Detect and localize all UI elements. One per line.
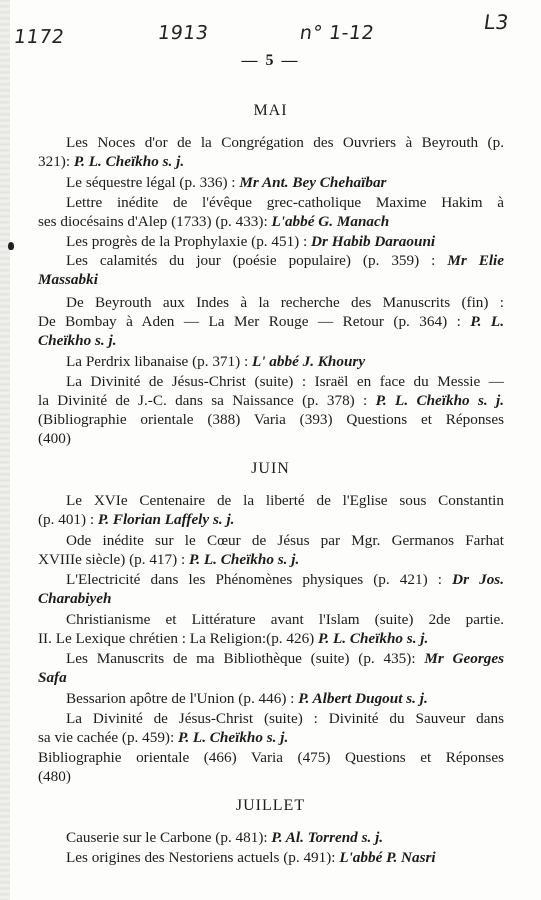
entry-line: Bessarion apôtre de l'Union (p. 446) : P. Albert Dugout s. j. (66, 690, 428, 707)
entry-line: 321): P. L. Cheïkho s. j. (38, 153, 185, 170)
entry-line: L'Electricité dans les Phénomènes physiques (p. 421) : Dr Jos. (66, 571, 505, 588)
entry-line: Bibliographie orientale (466) Varia (475) Questions et Réponses (38, 749, 504, 766)
entry-line: (480) (38, 768, 71, 785)
entry-line: De Beyrouth aux Indes à la recherche des Manuscrits (fin) : (66, 294, 504, 311)
entry-line: La Perdrix libanaise (p. 371) : L' abbé J. Khoury (66, 353, 366, 370)
entry-line: sa vie cachée (p. 459): P. L. Cheïkho s. j. (38, 729, 289, 746)
entry-line: Cheïkho s. j. (38, 332, 117, 349)
entry-line: Ode inédite sur le Cœur de Jésus par Mgr. Germanos Farhat (66, 532, 504, 549)
entry-line: Les Manuscrits de ma Bibliothèque (suite) (p. 435): Mr Georges (66, 650, 505, 667)
entry-line: Lettre inédite de l'évêque grec-catholique Maxime Hakim à (66, 194, 504, 211)
entry-line: (400) (38, 430, 71, 447)
entry-line: II. Le Lexique chrétien : La Religion:(p. 426) P. L. Cheïkho s. j. (38, 630, 429, 647)
section-title-juillet: JUILLET (235, 797, 306, 814)
entry-line: Les origines des Nestoriens actuels (p. 491): L'abbé P. Nasri (66, 849, 436, 866)
entry-line: Safa (38, 669, 67, 686)
entry-line: Christianisme et Littérature avant l'Islam (suite) 2de partie. (66, 611, 504, 628)
entry-line: (p. 401) : P. Florian Laffely s. j. (38, 511, 235, 528)
entry-line: Le XVIe Centenaire de la liberté de l'Eglise sous Constantin (66, 492, 504, 509)
entry-line: Les Noces d'or de la Congrégation des Ouvriers à Beyrouth (p. (66, 134, 504, 151)
entry-line: La Divinité de Jésus-Christ (suite) : Divinité du Sauveur dans (66, 710, 504, 727)
page-number: — 5 — (241, 52, 300, 69)
scan-edge-shadow (0, 0, 10, 900)
handwritten-note: n° 1-12 (298, 22, 376, 44)
section-title-juin: JUIN (251, 460, 290, 477)
entry-line: Massabki (38, 271, 98, 288)
entry-line: Les progrès de la Prophylaxie (p. 451) : Dr Habib Daraouni (66, 233, 436, 250)
ink-spot (8, 242, 14, 250)
entry-line: De Bombay à Aden — La Mer Rouge — Retour (p. 364) : P. L. (38, 313, 504, 330)
entry-line: Le séquestre légal (p. 336) : Mr Ant. Bey Chehaïbar (66, 174, 387, 191)
handwritten-note: 1172 (12, 26, 66, 48)
section-title-mai: MAI (253, 102, 288, 119)
entry-line: Charabiyeh (38, 590, 112, 607)
handwritten-note: 1913 (156, 22, 210, 44)
entry-line: La Divinité de Jésus-Christ (suite) : Israël en face du Messie — (66, 373, 504, 390)
entry-line: la Divinité de J.-C. dans sa Naissance (p. 378) : P. L. Cheïkho s. j. (38, 392, 505, 409)
entry-line: Causerie sur le Carbone (p. 481): P. Al. Torrend s. j. (66, 829, 384, 846)
entry-line: Les calamités du jour (poésie populaire) (p. 359) : Mr Elie (66, 252, 505, 269)
entry-line: ses diocésains d'Alep (1733) (p. 433): L'abbé G. Manach (38, 213, 390, 230)
entry-line: XVIIIe siècle) (p. 417) : P. L. Cheïkho s. j. (38, 551, 300, 568)
entry-line: (Bibliographie orientale (388) Varia (393) Questions et Réponses (38, 411, 504, 428)
handwritten-note: L3 (482, 10, 511, 34)
